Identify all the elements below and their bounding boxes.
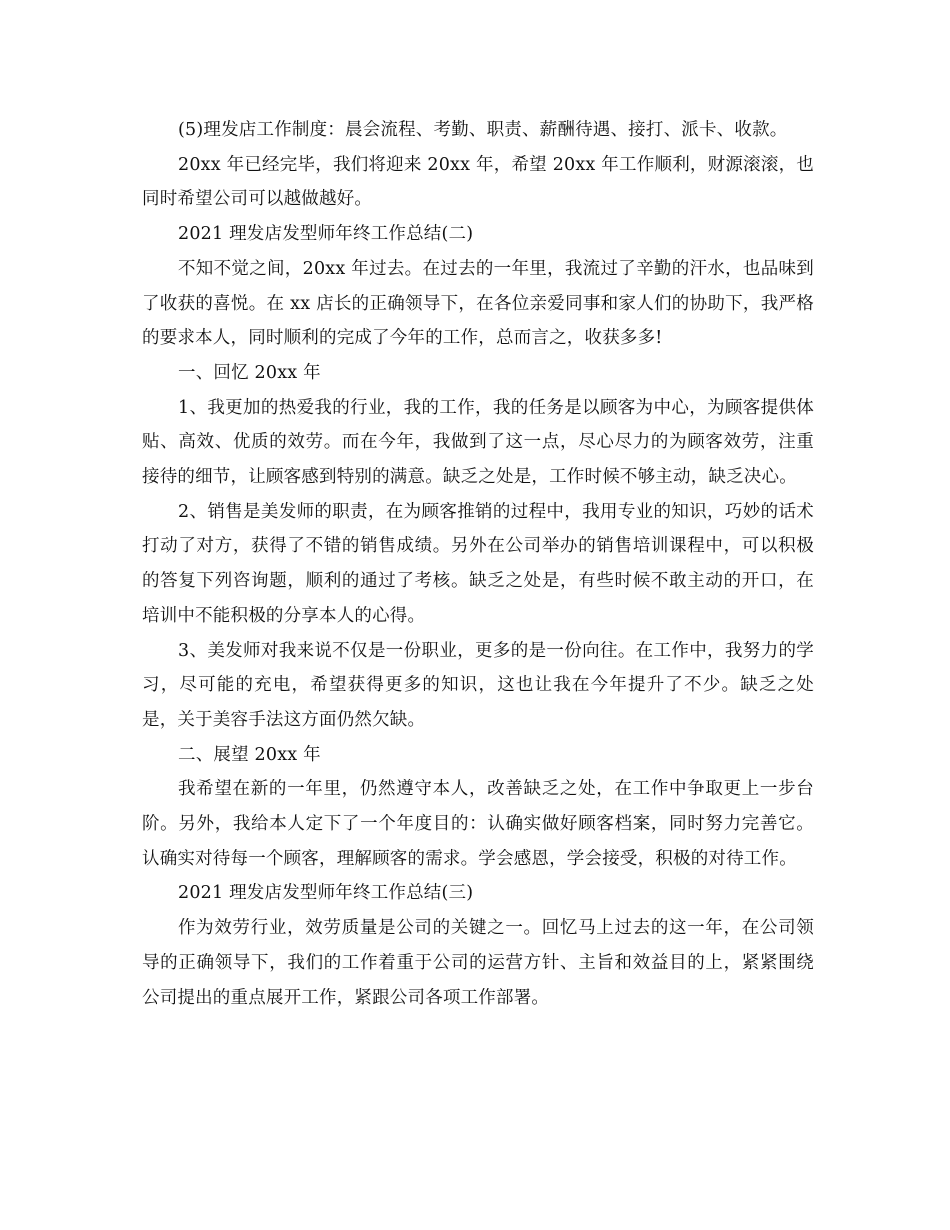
paragraph-intro: 不知不觉之间，20xx 年过去。在过去的一年里，我流过了辛勤的汗水，也品味到了收获的喜悦。在 xx 店长的正确领导下，在各位亲爱同事和家人们的协助下，我严格的要求本人，同时顺利的完成了今年的工作，总而言之，收获多多!: [142, 258, 814, 349]
paragraph-work-rules: (5)理发店工作制度：晨会流程、考勤、职责、薪酬待遇、接打、派卡、收款。: [178, 120, 788, 140]
document-page: [142, 113, 814, 1015]
paragraph-outlook: 我希望在新的一年里，仍然遵守本人，改善缺乏之处，在工作中争取更上一步台阶。另外，我给本人定下了一个年度目的：认确实做好顾客档案，同时努力完善它。认确实对待每一个顾客，理解顾客的需求。学会感恩，学会接受，积极的对待工作。: [142, 779, 814, 869]
paragraph-year-end-wish: 20xx 年已经完毕，我们将迎来 20xx 年，希望 20xx 年工作顺利，财源滚滚，也同时希望公司可以越做越好。: [142, 154, 814, 210]
subheading-review: 一、回忆 20xx 年: [178, 362, 321, 383]
paragraph-point-1: 1、我更加的热爱我的行业，我的工作，我的任务是以顾客为中心，为顾客提供体贴、高效、优质的效劳。而在今年，我做到了这一点，尽心尽力的为顾客效劳，注重接待的细节，让顾客感到特别的满意。缺乏之处是，工作时候不够主动，缺乏决心。: [142, 397, 814, 488]
paragraph-point-2: 2、销售是美发师的职责，在为顾客推销的过程中，我用专业的知识，巧妙的话术打动了对方，获得了不错的销售成绩。另外在公司举办的销售培训课程中，可以积极的答复下列咨询题，顺利的通过了考核。缺乏之处是，有些时候不敢主动的开口，在培训中不能积极的分享本人的心得。: [142, 501, 814, 626]
subheading-outlook: 二、展望 20xx 年: [178, 744, 321, 765]
section-heading-summary-2: 2021 理发店发型师年终工作总结(二): [178, 224, 474, 245]
paragraph-point-3: 3、美发师对我来说不仅是一份职业，更多的是一份向往。在工作中，我努力的学习，尽可能的充电，希望获得更多的知识，这也让我在今年提升了不少。缺乏之处是，关于美容手法这方面仍然欠缺。: [142, 640, 814, 730]
section-heading-summary-3: 2021 理发店发型师年终工作总结(三): [178, 883, 474, 904]
paragraph-service: 作为效劳行业，效劳质量是公司的关键之一。回忆马上过去的这一年，在公司领导的正确领导下，我们的工作着重于公司的运营方针、主旨和效益目的上，紧紧围绕公司提出的重点展开工作，紧跟公司各项工作部署。: [142, 918, 814, 1008]
